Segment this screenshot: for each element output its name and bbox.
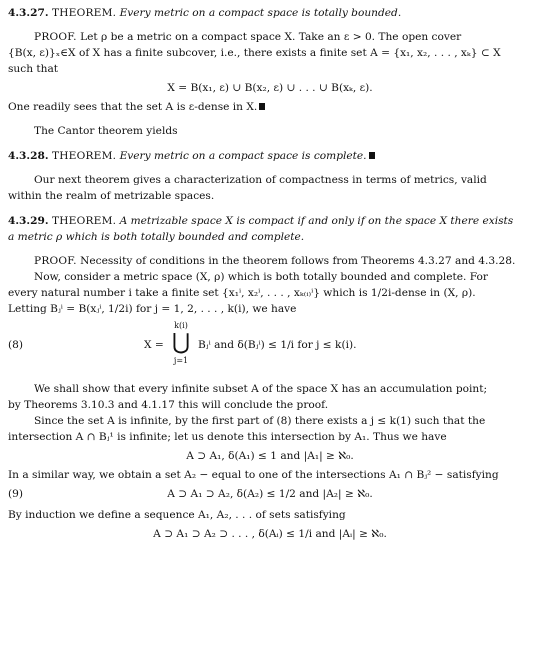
proof-text: Necessity of conditions in the theorem follows from Theorems 4.3.27 and 4.3.28. (80, 255, 516, 267)
union-symbol: ⋃ (171, 330, 191, 355)
equation: A ⊃ A₁ ⊃ A₂ ⊃ . . . , δ(Aᵢ) ≤ 1/i and |Aᵢ| ≥ ℵ₀. (153, 528, 387, 540)
theorem-statement: Every metric on a compact space is complete. (119, 150, 367, 162)
text-line: within the realm of metrizable spaces. (8, 190, 215, 202)
text-line: We shall show that every infinite subset A of the space X has an accumulation point; (34, 383, 488, 395)
theorem-label: THEOREM. (51, 215, 117, 227)
proof-text: such that (8, 63, 59, 75)
union-operator (166, 319, 196, 367)
proof-label: PROOF. (34, 255, 77, 267)
union-lower-limit: j=1 (173, 356, 189, 365)
equation: X = B(x₁, ε) ∪ B(x₂, ε) ∪ . . . ∪ B(xₖ, ε). (167, 82, 373, 94)
equation-rhs: Bⱼⁱ and δ(Bⱼⁱ) ≤ 1/i for j ≤ k(i). (198, 339, 357, 351)
proof-paragraph (8, 253, 532, 269)
text-line: Since the set A is infinite, by the first part of (8) there exists a j ≤ k(1) such that the (34, 415, 486, 427)
theorem-statement: Every metric on a compact space is totally bounded. (119, 7, 402, 19)
theorem-4-3-28 (8, 148, 532, 164)
text-line: By induction we define a sequence A₁, A₂, . . . of sets satisfying (8, 509, 346, 521)
qed-mark (259, 103, 265, 110)
equation-label: (8) (8, 339, 24, 351)
theorem-4-3-29 (8, 213, 532, 229)
theorem-number: 4.3.28. (8, 150, 49, 162)
proof-end: One readily sees that the set A is ε-dense in X. (8, 99, 532, 115)
text-line: The Cantor theorem yields (34, 125, 178, 137)
proof-text: every natural number i take a finite set {x₁ⁱ, x₂ⁱ, . . . , xₖ₍ᵢ₎ⁱ} which is 1/2i-dense in (X, ρ). (8, 287, 476, 299)
text-line: by Theorems 3.10.3 and 4.1.17 this will conclude the proof. (8, 399, 329, 411)
theorem-label: THEOREM. (51, 7, 117, 19)
proof-text: Let ρ be a metric on a compact space X. Take an ε > 0. The open cover (80, 31, 462, 43)
theorem-4-3-27 (8, 5, 532, 21)
theorem-statement: A metrizable space X is compact if and only if on the space X there exists (119, 215, 514, 227)
equation-label: (9) (8, 488, 24, 500)
theorem-number: 4.3.29. (8, 215, 49, 227)
equation: A ⊃ A₁, δ(A₁) ≤ 1 and |A₁| ≥ ℵ₀. (186, 450, 354, 462)
theorem-statement: a metric ρ which is both totally bounded and complete. (8, 231, 305, 243)
qed-mark (369, 152, 375, 159)
proof-label: PROOF. (34, 31, 77, 43)
proof-text: Now, consider a metric space (X, ρ) which is both totally bounded and complete. For (34, 271, 488, 283)
union-upper-limit: k(i) (174, 321, 188, 330)
proof-text: Letting Bⱼⁱ = B(xⱼⁱ, 1/2i) for j = 1, 2, . . . , k(i), we have (8, 303, 297, 315)
text-line: Our next theorem gives a characterization of compactness in terms of metrics, valid (34, 174, 487, 186)
text-line: intersection A ∩ Bⱼ¹ is infinite; let us denote this intersection by A₁. Thus we have (8, 431, 447, 443)
text-line: In a similar way, we obtain a set A₂ − equal to one of the intersections A₁ ∩ Bⱼ² − satisfying (8, 469, 499, 481)
equation-9 (8, 486, 532, 504)
proof-text: {B(x, ε)}ₓ∈X of X has a finite subcover, i.e., there exists a finite set A = {x₁, x₂, . . . , xₖ} ⊂ X (8, 47, 501, 59)
equation-lhs: X = (144, 339, 164, 351)
theorem-label: THEOREM. (51, 150, 117, 162)
proof-paragraph (8, 29, 532, 45)
theorem-number: 4.3.27. (8, 7, 49, 19)
equation-body: A ⊃ A₁ ⊃ A₂, δ(A₂) ≤ 1/2 and |A₂| ≥ ℵ₀. (167, 488, 373, 500)
equation-8 (8, 319, 532, 375)
